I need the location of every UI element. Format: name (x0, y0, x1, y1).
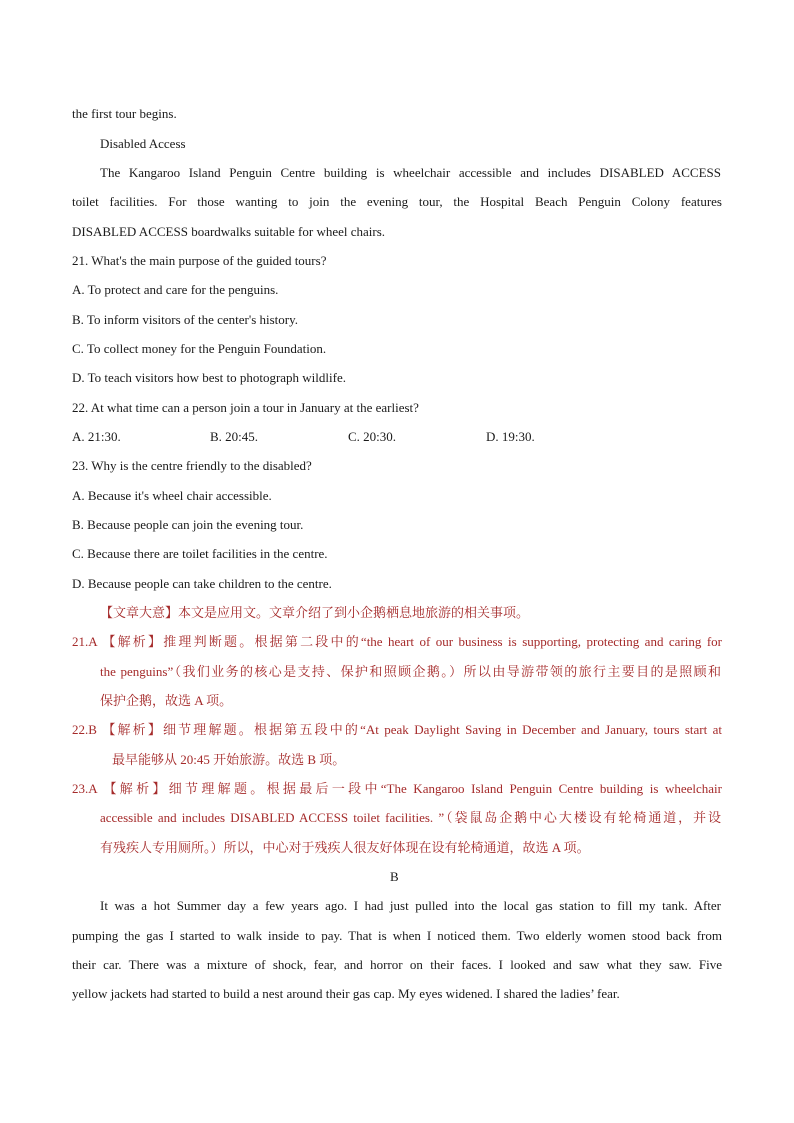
analysis-23-line-2: accessible and includes DISABLED ACCESS toilet facilities. ”（袋鼠岛企鹅中心大楼设有轮椅通道，并设 (100, 810, 721, 825)
question-21-option-c: C. To collect money for the Penguin Foundation. (72, 341, 327, 356)
analysis-22-line-2: 最早能够从 20:45 开始旅游。故选 B 项。 (112, 752, 346, 767)
disabled-access-line-1: The Kangaroo Island Penguin Centre building is wheelchair accessible and includes DISABLED ACCESS (100, 165, 721, 180)
question-22-option-b: B. 20:45. (210, 429, 259, 444)
passage-b-line-1: It was a hot Summer day a few years ago. I had just pulled into the local gas station to fill my tank. After (100, 898, 721, 913)
question-23-option-c: C. Because there are toilet facilities in the centre. (72, 546, 328, 561)
question-23-stem: 23. Why is the centre friendly to the disabled? (72, 458, 312, 473)
question-22-option-d: D. 19:30. (486, 429, 535, 444)
analysis-23-line-1: 23.A 【解析】细节理解题。根据最后一段中“The Kangaroo Island Penguin Centre building is wheelchair (72, 781, 722, 796)
question-23-option-d: D. Because people can take children to the centre. (72, 576, 332, 591)
question-22-stem: 22. At what time can a person join a tour in January at the earliest? (72, 400, 419, 415)
analysis-22-line-1: 22.B 【解析】细节理解题。根据第五段中的“At peak Daylight Saving in December and January, tours start at (72, 722, 722, 737)
passage-b-line-2: pumping the gas I started to walk inside to pay. That is when I noticed them. Two elderly women stood back from (72, 928, 722, 943)
section-b-label: B (390, 869, 399, 884)
question-23-option-b: B. Because people can join the evening tour. (72, 517, 304, 532)
passage-b-line-4: yellow jackets had started to build a nest around their gas cap. My eyes widened. I shared the ladies’ fear. (72, 986, 620, 1001)
analysis-summary: 【文章大意】本文是应用文。文章介绍了到小企鹅栖息地旅游的相关事项。 (100, 605, 530, 620)
question-21-stem: 21. What's the main purpose of the guided tours? (72, 253, 327, 268)
question-22-option-a: A. 21:30. (72, 429, 121, 444)
analysis-21-line-2: the penguins”（我们业务的核心是支持、保护和照顾企鹅。）所以由导游带领的旅行主要目的是照顾和 (100, 664, 721, 679)
intro-tail-line: the first tour begins. (72, 106, 177, 121)
question-21-option-b: B. To inform visitors of the center's history. (72, 312, 299, 327)
analysis-21-line-1: 21.A 【解析】推理判断题。根据第二段中的“the heart of our business is supporting, protecting and caring for (72, 634, 722, 649)
disabled-access-heading: Disabled Access (100, 136, 186, 151)
disabled-access-line-2: toilet facilities. For those wanting to join the evening tour, the Hospital Beach Penguin Colony features (72, 194, 722, 209)
analysis-23-line-3: 有残疾人专用厕所。）所以，中心对于残疾人很友好体现在设有轮椅通道，故选 A 项。 (100, 840, 590, 855)
question-22-option-c: C. 20:30. (348, 429, 397, 444)
analysis-21-line-3: 保护企鹅，故选 A 项。 (100, 693, 233, 708)
question-21-option-a: A. To protect and care for the penguins. (72, 282, 279, 297)
question-23-option-a: A. Because it's wheel chair accessible. (72, 488, 272, 503)
disabled-access-line-3: DISABLED ACCESS boardwalks suitable for wheel chairs. (72, 224, 386, 239)
passage-b-line-3: their car. There was a mixture of shock, fear, and horror on their faces. I looked and saw what they saw. Five (72, 957, 722, 972)
question-21-option-d: D. To teach visitors how best to photograph wildlife. (72, 370, 346, 385)
